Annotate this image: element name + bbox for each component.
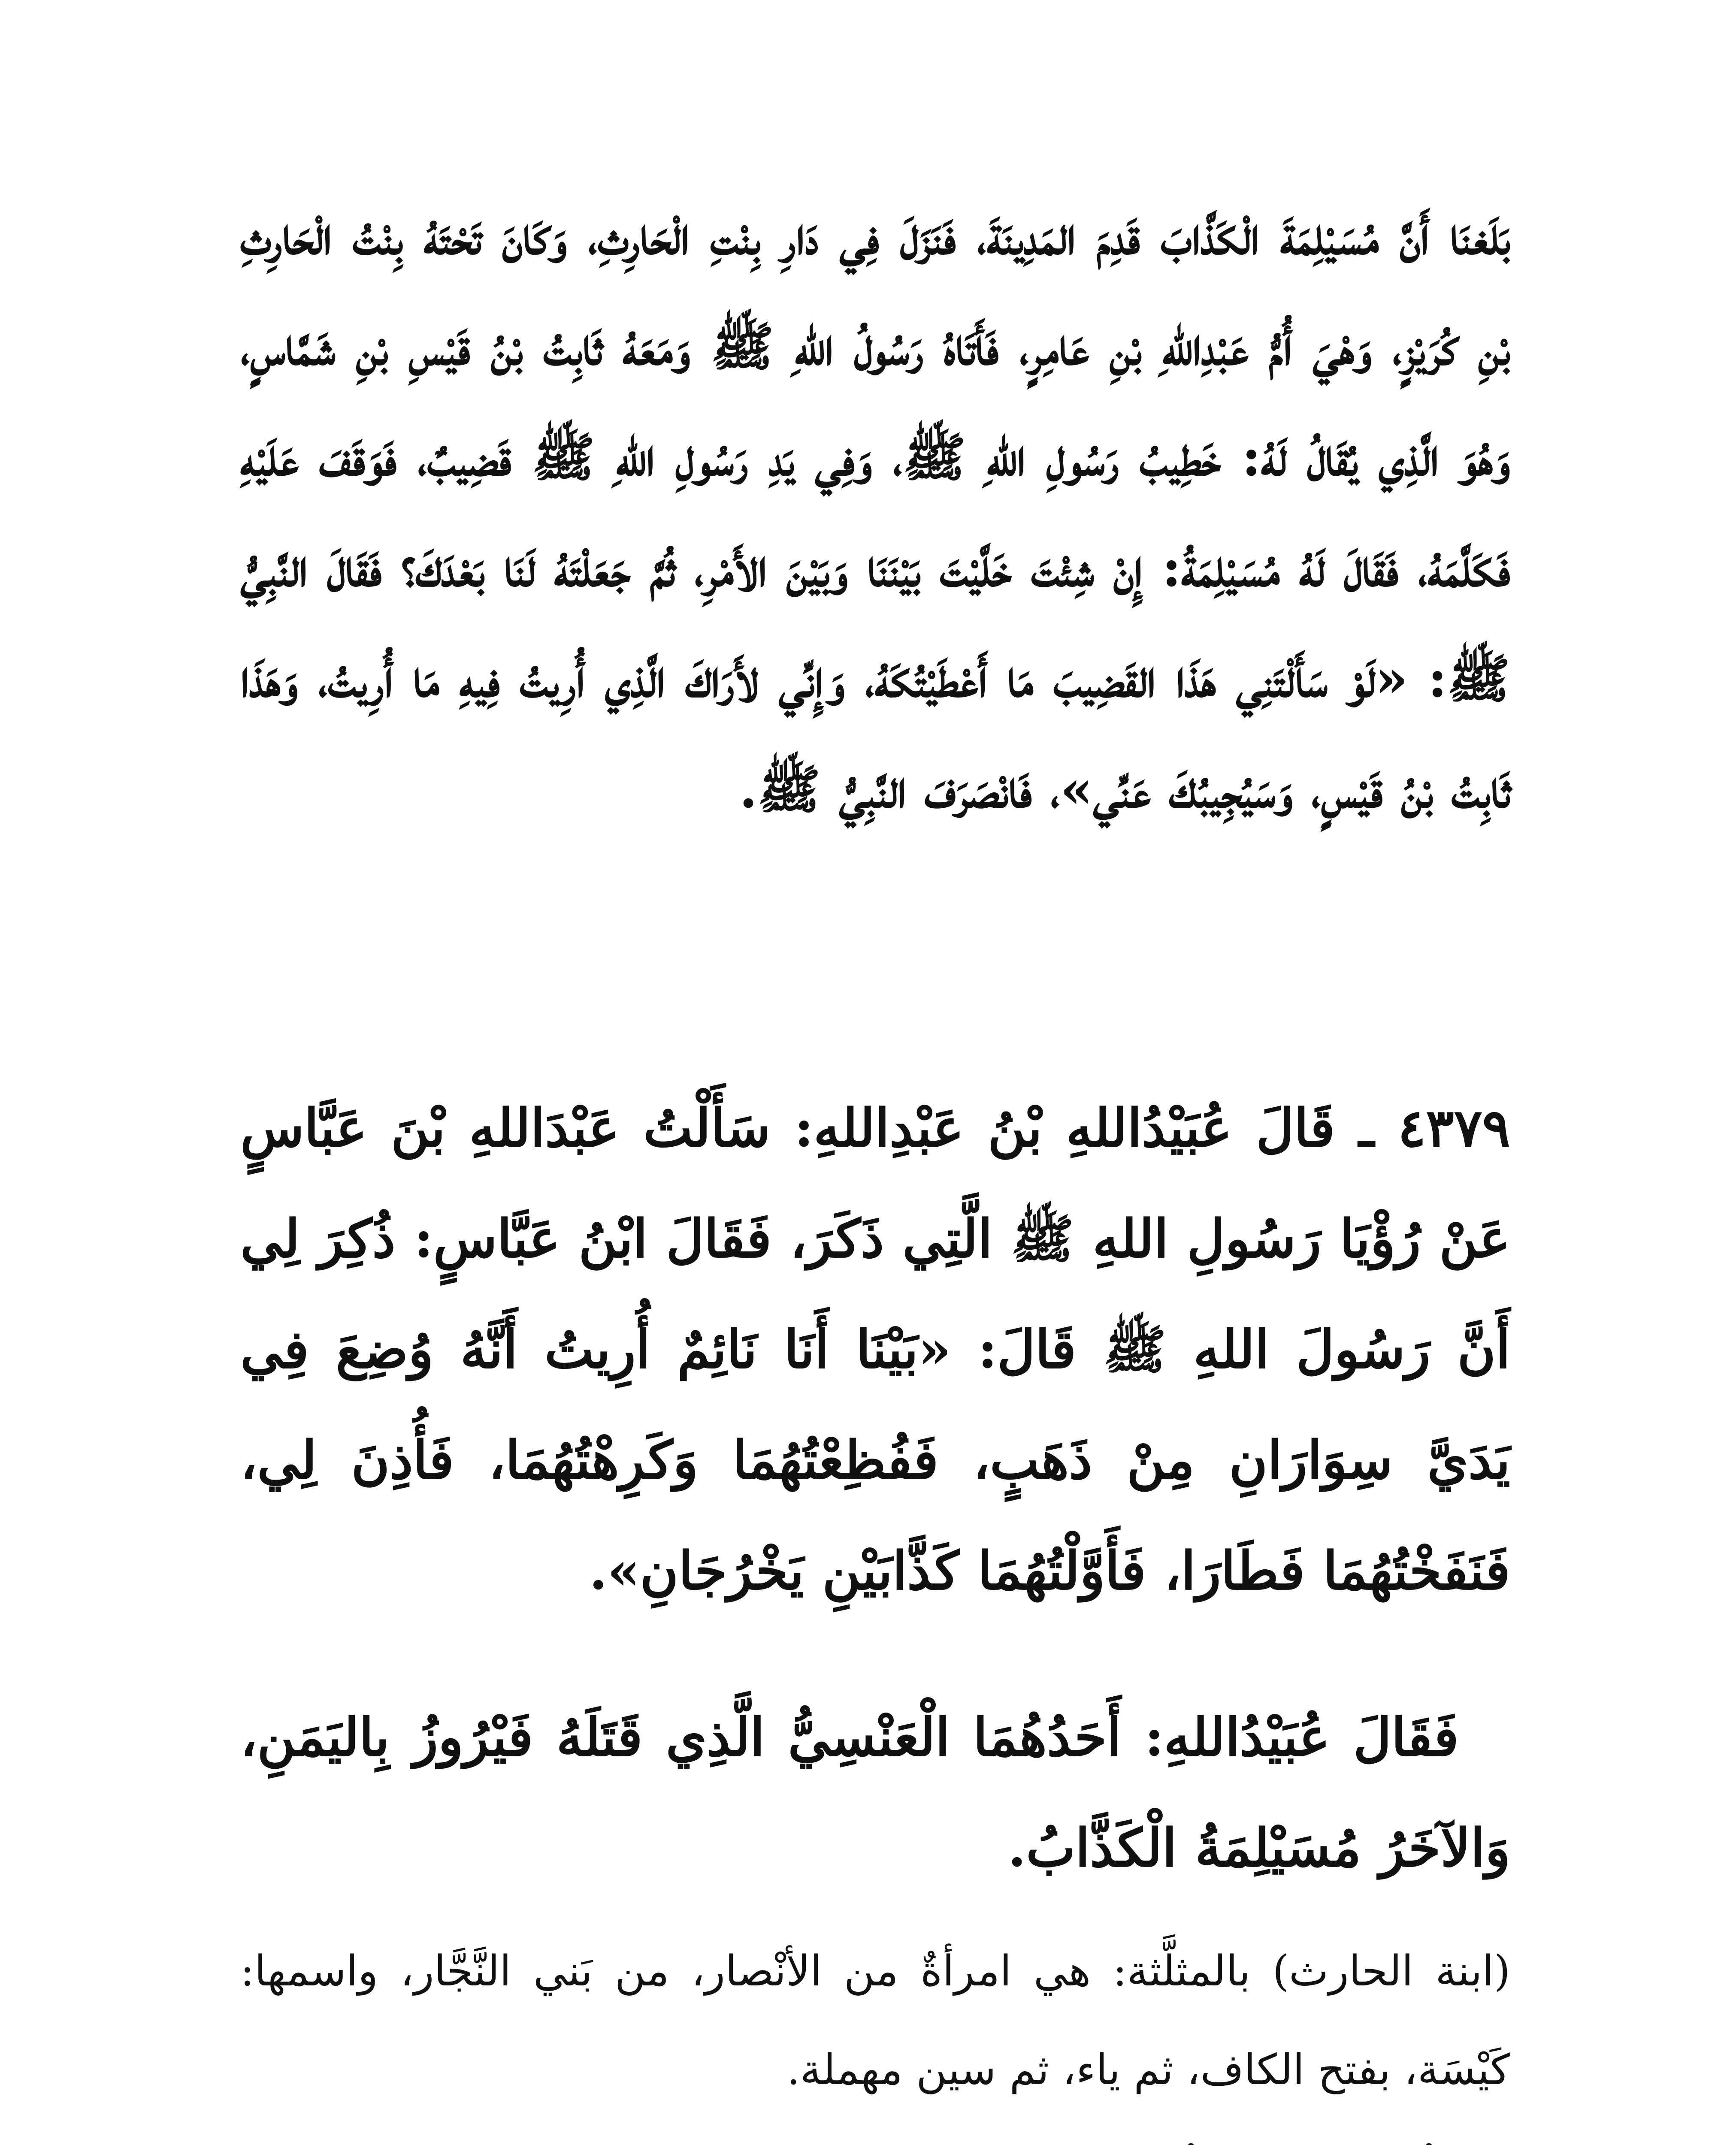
hadith-paragraph-1: بَلَغنَا أَنَّ مُسَيْلِمَةَ الْكَذَّابَ قَدِمَ المَدِينَةَ، فَنَزَلَ فِي دَارِ بِنْتِ الْحَارِثِ، وَكَانَ تَحْتَهُ بِنْتُ الْحَارِثِ بْنِ كُرَيْزٍ، وَهْيَ أُمُّ عَبْدِاللهِ بْنِ عَامِرٍ، فَأَتَاهُ رَسُولُ اللهِ ﷺ وَمَعَهُ ثَابِتُ بْنُ قَيْسِ بْنِ شَمَّاسٍ، وَهُوَ الَّذِي يُقَالُ لَهُ: خَطِيبُ رَسُولِ اللهِ ﷺ، وَفِي يَدِ رَسُولِ اللهِ ﷺ قَضِيبٌ، فَوَقَفَ عَلَيْهِ فَكَلَّمَهُ، فَقَالَ لَهُ مُسَيْلِمَةُ: إِنْ شِئْتَ خَلَّيْتَ بَيْنَنَا وَبَيْنَ الأَمْرِ، ثُمَّ جَعَلْتَهُ لَنَا بَعْدَكَ؟ فَقَالَ النَّبِيُّ ﷺ: «لَوْ سَأَلْتَنِي هَذَا القَضِيبَ مَا أَعْطَيْتُكَهُ، وَإِنِّي لأَرَاكَ الَّذِي أُرِيتُ فِيهِ مَا أُرِيتُ، وَهَذَا ثَابِتُ بْنُ قَيْسٍ، وَسَيُجِيبُكَ عَنِّي»، فَانْصَرَفَ النَّبِيُّ ﷺ. xyxy=(240,205,1510,820)
note-kurayz xyxy=(240,2124,1510,2145)
hadith-paragraph-3: فَقَالَ عُبَيْدُاللهِ: أَحَدُهُمَا الْعَنْسِيُّ الَّذِي قَتَلَهُ فَيْرُوزُ بِاليَمَنِ، وَالآخَرُ مُسَيْلِمَةُ الْكَذَّابُ. xyxy=(240,1706,1510,1879)
book-page xyxy=(240,0,1510,2145)
hadith-paragraph-2: ٤٣٧٩ ـ قَالَ عُبَيْدُاللهِ بْنُ عَبْدِاللهِ: سَأَلْتُ عَبْدَاللهِ بْنَ عَبَّاسٍ عَنْ رُؤْيَا رَسُولِ اللهِ ﷺ الَّتِي ذَكَرَ، فَقَالَ ابْنُ عَبَّاسٍ: ذُكِرَ لِي أَنَّ رَسُولَ اللهِ ﷺ قَالَ: «بَيْنَا أَنَا نَائِمٌ أُرِيتُ أَنَّهُ وُضِعَ فِي يَدَيَّ سِوَارَانِ مِنْ ذَهَبٍ، فَفُظِعْتُهُمَا وَكَرِهْتُهُمَا، فَأُذِنَ لِي، فَنَفَخْتُهُمَا فَطَارَا، فَأَوَّلْتُهُمَا كَذَّابَيْنِ يَخْرُجَانِ». xyxy=(240,1097,1510,1601)
note-ibnat-al-harith: (ابنة الحارث) بالمثلَّثة: هي امرأةٌ من الأنْصار، من بَني النَّجَّار، واسمها: كَيْسَة، بفتح الكاف، ثم ياء، ثم سين مهملة. xyxy=(240,1947,1510,2094)
